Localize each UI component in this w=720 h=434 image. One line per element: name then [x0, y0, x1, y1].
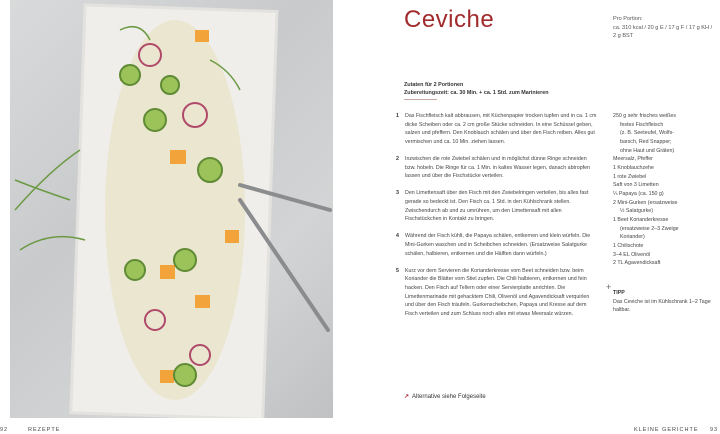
- ingredient-item: Meersalz, Pfeffer: [613, 156, 653, 163]
- ingredient-note: (z. B. Seeteufel, Wolfs-: [620, 130, 675, 137]
- step: [396, 155, 598, 181]
- ingredient-item: 2 TL Agavendicksaft: [613, 260, 661, 267]
- step-text: Während der Fisch kühlt, die Papaya schälen, entkernen und klein würfeln. Die Mini-Gurken waschen und in Scheibchen schneiden. (Ersatzweise Salatgurke schälen, halbieren, entkernen und die Hälften dann würfeln.): [405, 233, 591, 257]
- ingredient-item: 1 Knoblauchzehe: [613, 164, 654, 171]
- step-text: Den Limettensaft über den Fisch mit den Zwiebelringen verteilen, bis alles fast gerade so bedeckt ist. Den Fisch ca. 1 Std. in den Kühlschrank stellen. Zwischendurch ab und zu umrühren, um den Limettensaft mit allen Fischstückchen in Kontakt zu bringen.: [405, 190, 589, 223]
- step-text: Das Fischfleisch kalt abbrausen, mit Küchenpapier trocken tupfen und in ca. 1 cm dicke Scheiben oder ca. 2 cm große Stücke schneiden. In eine Schüssel geben, salzen und pfeffern. Den Knoblauch schälen und über den Fisch reiben. Alles gut vermischen und ca. 10 Min. ziehen lassen.: [405, 113, 597, 145]
- step: [396, 112, 598, 147]
- steps-list: [396, 112, 598, 327]
- ingredient-note: festes Fischfleisch: [620, 121, 664, 128]
- ingredient-note: ½ Salatgurke): [620, 208, 653, 215]
- ingredient-item: Saft von 3 Limetten: [613, 182, 659, 189]
- nutrition-info: [613, 15, 713, 41]
- alternative-text: Alternative siehe Folgeseite: [412, 394, 486, 400]
- step-text: Inzwischen die rote Zwiebel schälen und in möglichst dünne Ringe schneiden bzw. hobeln. Die Ringe für ca. 1 Min. in kaltes Wasser legen, danach abtropfen lassen und über die Fischstücke verteilen.: [405, 156, 591, 180]
- arrow-up-right-icon: ↗: [404, 394, 410, 400]
- ceviche-photo: [10, 0, 333, 418]
- step: [396, 267, 598, 319]
- section-right: KLEINE GERICHTE: [634, 427, 699, 433]
- alternative-link[interactable]: [404, 393, 486, 400]
- step: [396, 189, 598, 224]
- plus-icon: +: [606, 282, 612, 292]
- step-number: 2: [396, 156, 399, 163]
- step-number: 5: [396, 267, 399, 274]
- step-number: 3: [396, 190, 399, 197]
- ingredient-item: 1 Beet Korianderkresse: [613, 216, 669, 223]
- ingredient-note: barsch, Red Snapper;: [620, 138, 672, 145]
- ingredient-note: ohne Haut und Gräten): [620, 147, 675, 154]
- section-left: REZEPTE: [28, 427, 61, 433]
- ingredient-note: Koriander): [620, 234, 645, 241]
- tip-heading: TIPP: [613, 290, 625, 296]
- ingredient-note: (ersatzweise 2–3 Zweige: [620, 225, 679, 232]
- recipe-meta: [404, 81, 549, 98]
- ingredient-item: 2 Mini-Gurken (ersatzweise: [613, 199, 678, 206]
- page-number-left: 92: [0, 427, 9, 433]
- ingredient-item: 1 Chilischote: [613, 242, 644, 249]
- ingredients-list: [613, 112, 718, 268]
- ingredient-item: 3–4 EL Olivenöl: [613, 251, 651, 258]
- recipe-title: Ceviche: [404, 6, 495, 33]
- servings: Zutaten für 2 Portionen: [404, 82, 464, 88]
- ceviche-illustration: [10, 0, 333, 418]
- tip-text: Das Ceviche ist im Kühlschrank 1–2 Tage haltbar.: [613, 298, 711, 314]
- step-number: 4: [396, 233, 399, 240]
- ingredient-item: 1 rote Zwiebel: [613, 173, 647, 180]
- tip-box: [613, 289, 713, 315]
- ingredient-item: 250 g sehr frisches weißes: [613, 113, 677, 119]
- ingredient-item: ¼ Papaya (ca. 150 g): [613, 190, 664, 197]
- step-text: Kurz vor dem Servieren die Korianderkresse vom Beet schneiden bzw. beim Koriander die Blätter vom Stiel zupfen. Die Chili halbieren, entkernen und fein hacken. Den Fisch auf Tellern oder einer Servierplatte anrichten. Die Limettenmarinade mit gehacktem Chili, Olivenöl und Agavendicksaft verquirlen und über den Fisch träufeln. Gurkenscheibchen, Papaya und Kresse auf dem Fisch verteilen und zum Schluss noch alles mit etwas Meersalz würzen.: [405, 267, 590, 318]
- nutrition-values: ca. 310 kcal / 20 g E / 17 g F / 17 g KH / 2 g BST: [613, 24, 713, 40]
- step-number: 1: [396, 113, 399, 119]
- prep-time: Zubereitungszeit: ca. 30 Min. + ca. 1 Std. zum Marinieren: [404, 90, 549, 97]
- nutrition-label: Pro Portion:: [613, 16, 643, 22]
- divider: [404, 99, 437, 100]
- step: [396, 232, 598, 258]
- page-number-right: 93: [710, 427, 719, 433]
